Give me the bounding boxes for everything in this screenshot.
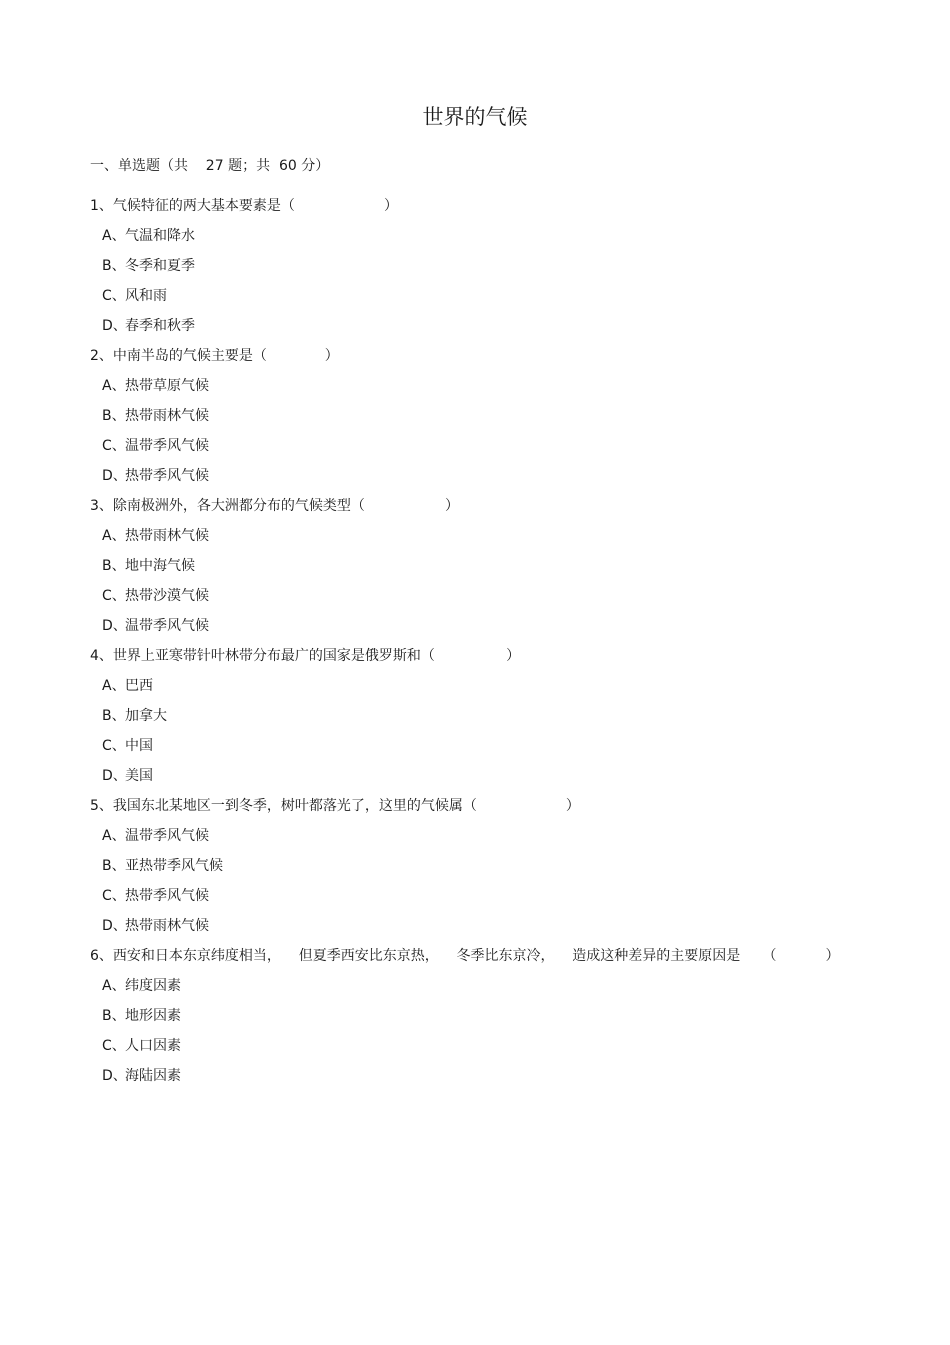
option-letter: A、 — [102, 978, 126, 994]
option-letter: C、 — [102, 288, 126, 304]
option-c — [90, 885, 890, 915]
option-text: 热带雨林气候 — [125, 408, 209, 424]
option-c — [90, 1035, 890, 1065]
option-letter: A、 — [102, 378, 126, 394]
option-a — [90, 825, 890, 855]
question-6 — [90, 945, 890, 1095]
question-close-paren: ） — [506, 648, 521, 664]
option-text: 巴西 — [125, 678, 153, 694]
option-c — [90, 435, 890, 465]
option-letter: C、 — [102, 738, 126, 754]
option-text: 加拿大 — [125, 708, 167, 724]
option-letter: C、 — [102, 888, 126, 904]
question-stem — [90, 945, 890, 975]
option-d — [90, 915, 890, 945]
section-heading: 一、单选题（共 27 题；共 60 分） — [90, 158, 330, 174]
answer-blank — [777, 945, 826, 967]
option-text: 热带雨林气候 — [125, 528, 209, 544]
question-close-paren: ） — [825, 948, 840, 964]
option-text: 温带季风气候 — [125, 438, 209, 454]
question-text: 5、我国东北某地区一到冬季，树叶都落光了，这里的气候属（ — [90, 798, 477, 814]
option-letter: C、 — [102, 1038, 126, 1054]
option-letter: B、 — [102, 858, 126, 874]
page-title: 世界的气候 — [422, 105, 528, 129]
option-letter: D、 — [102, 618, 127, 634]
option-text: 人口因素 — [125, 1038, 181, 1054]
question-close-paren: ） — [383, 198, 398, 214]
option-letter: A、 — [102, 228, 126, 244]
option-letter: B、 — [102, 1008, 126, 1024]
question-list — [90, 195, 890, 1095]
option-text: 热带雨林气候 — [125, 918, 209, 934]
answer-blank — [267, 345, 325, 367]
option-letter: D、 — [102, 918, 127, 934]
option-text: 中国 — [125, 738, 153, 754]
option-c — [90, 285, 890, 315]
option-c — [90, 585, 890, 615]
option-text: 热带沙漠气候 — [125, 588, 209, 604]
question-close-paren: ） — [324, 348, 339, 364]
option-letter: A、 — [102, 828, 126, 844]
option-letter: D、 — [102, 1068, 127, 1084]
option-d — [90, 465, 890, 495]
option-a — [90, 375, 890, 405]
option-letter: B、 — [102, 558, 126, 574]
option-text: 纬度因素 — [125, 978, 181, 994]
option-text: 热带季风气候 — [125, 888, 209, 904]
question-1 — [90, 195, 890, 345]
option-text: 风和雨 — [125, 288, 167, 304]
option-text: 亚热带季风气候 — [125, 858, 223, 874]
option-text: 美国 — [125, 768, 153, 784]
option-text: 春季和秋季 — [125, 318, 195, 334]
question-text: 6、西安和日本东京纬度相当， 但夏季西安比东京热， 冬季比东京冷， 造成这种差异的主要原因是 （ — [90, 948, 777, 964]
option-d — [90, 315, 890, 345]
question-stem — [90, 795, 890, 825]
option-letter: B、 — [102, 708, 126, 724]
question-text: 4、世界上亚寒带针叶林带分布最广的国家是俄罗斯和（ — [90, 648, 435, 664]
option-d — [90, 1065, 890, 1095]
option-text: 温带季风气候 — [125, 618, 209, 634]
option-b — [90, 705, 890, 735]
answer-blank — [435, 645, 506, 667]
option-text: 地形因素 — [125, 1008, 181, 1024]
option-letter: D、 — [102, 468, 127, 484]
question-close-paren: ） — [445, 498, 460, 514]
option-d — [90, 765, 890, 795]
option-b — [90, 1005, 890, 1035]
answer-blank — [477, 795, 566, 817]
question-text: 3、除南极洲外，各大洲都分布的气候类型（ — [90, 498, 365, 514]
question-2 — [90, 345, 890, 495]
question-stem — [90, 195, 890, 225]
option-letter: D、 — [102, 318, 127, 334]
option-text: 热带季风气候 — [125, 468, 209, 484]
option-a — [90, 225, 890, 255]
option-b — [90, 255, 890, 285]
option-text: 温带季风气候 — [125, 828, 209, 844]
question-5 — [90, 795, 890, 945]
option-a — [90, 525, 890, 555]
option-letter: C、 — [102, 588, 126, 604]
option-text: 冬季和夏季 — [125, 258, 195, 274]
option-b — [90, 405, 890, 435]
option-d — [90, 615, 890, 645]
option-text: 海陆因素 — [125, 1068, 181, 1084]
option-text: 地中海气候 — [125, 558, 195, 574]
option-a — [90, 975, 890, 1005]
option-a — [90, 675, 890, 705]
question-close-paren: ） — [565, 798, 580, 814]
option-text: 气温和降水 — [125, 228, 195, 244]
option-b — [90, 555, 890, 585]
question-stem — [90, 495, 890, 525]
option-text: 热带草原气候 — [125, 378, 209, 394]
answer-blank — [295, 195, 384, 217]
answer-blank — [365, 495, 445, 517]
question-stem — [90, 345, 890, 375]
option-letter: A、 — [102, 678, 126, 694]
option-c — [90, 735, 890, 765]
question-stem — [90, 645, 890, 675]
question-text: 2、中南半岛的气候主要是（ — [90, 348, 267, 364]
option-letter: B、 — [102, 408, 126, 424]
option-letter: A、 — [102, 528, 126, 544]
question-4 — [90, 645, 890, 795]
option-letter: C、 — [102, 438, 126, 454]
question-text: 1、气候特征的两大基本要素是（ — [90, 198, 295, 214]
question-3 — [90, 495, 890, 645]
option-b — [90, 855, 890, 885]
option-letter: D、 — [102, 768, 127, 784]
option-letter: B、 — [102, 258, 126, 274]
